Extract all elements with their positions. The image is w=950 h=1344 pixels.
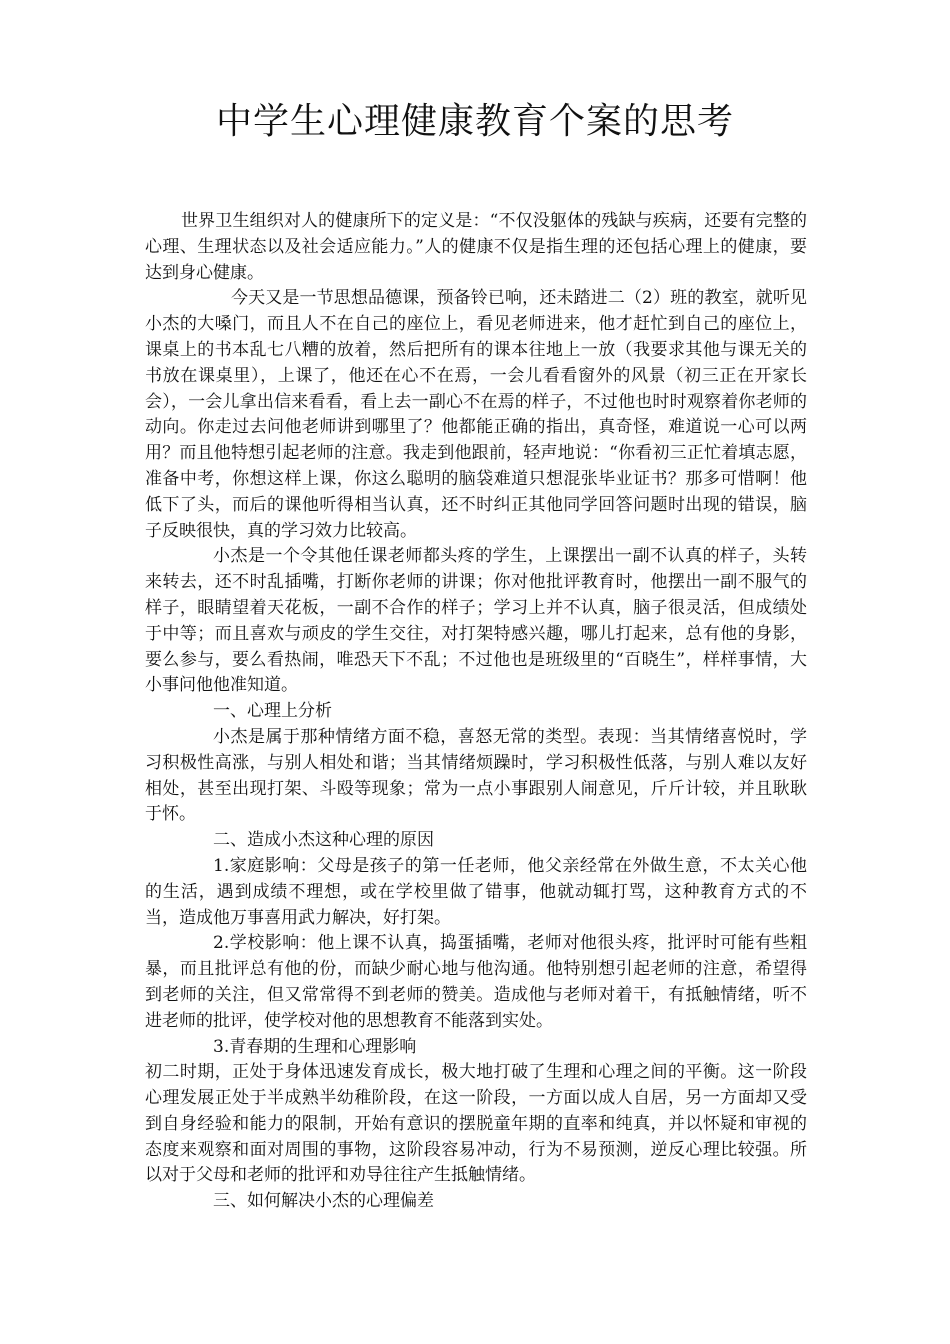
- paragraph-student-profile: 小杰是一个令其他任课老师都头疼的学生，上课摆出一副不认真的样子，头转来转去，还不时乱插嘴，打断你老师的讲课；你对他批评教育时，他摆出一副不服气的样子，眼睛望着天花板，一副不合作的样子；学习上并不认真，脑子很灵活，但成绩处于中等；而且喜欢与顽皮的学生交往，对打架特感兴趣，哪儿打起来，总有他的身影，要么参与，要么看热闹，唯恐天下不乱；不过他也是班级里的“百晓生”，样样事情，大小事问他他准知道。: [145, 546, 807, 696]
- paragraph-class-scene: 今天又是一节思想品德课，预备铃已响，还未踏进二（2）班的教室，就听见小杰的大嗓门，而且人不在自己的座位上，看见老师进来，他才赶忙到自己的座位上，课桌上的书本乱七八糟的放着，然后把所有的课本往地上一放（我要求其他与课无关的书放在课桌里），上课了，他还在心不在焉，一会儿看看窗外的风景（初三正在开家长会），一会儿拿出信来看看，看上去一副心不在焉的样子，不过他也时时观察着你老师的动向。你走过去问他老师讲到哪里了？他都能正确的指出，真奇怪，难道说一心可以两用？而且他特想引起老师的注意。我走到他跟前，轻声地说：“你看初三正忙着填志愿，准备中考，你想这样上课，你这么聪明的脑袋难道只想混张毕业证书？那多可惜啊！他低下了头，而后的课他听得相当认真，还不时纠正其他同学回答问题时出现的错误，脑子反映很快，真的学习效力比较高。: [145, 288, 807, 541]
- paragraph-family-influence: 1.家庭影响：父母是孩子的第一任老师，他父亲经常在外做生意，不太关心他的生活，遇到成绩不理想，或在学校里做了错事，他就动辄打骂，这种教育方式的不当，造成他万事喜用武力解决，好打架。: [145, 855, 807, 928]
- page-title: 中学生心理健康教育个案的思考: [215, 101, 734, 142]
- paragraph-psych-analysis: 小杰是属于那种情绪方面不稳，喜怒无常的类型。表现：当其情绪喜悦时，学习积极性高涨，与别人相处和谐；当其情绪烦躁时，学习积极性低落，与别人难以友好相处，甚至出现打架、斗殴等现象；常为一点小事跟别人闹意见，斤斤计较，并且耿耿于怀。: [145, 726, 807, 825]
- section-heading-1: 一、心理上分析: [213, 701, 332, 722]
- paragraph-who-definition: 世界卫生组织对人的健康所下的定义是：“不仅没躯体的残缺与疾病，还要有完整的心理、生理状态以及社会适应能力。”人的健康不仅是指生理的还包括心理上的健康，要达到身心健康。: [145, 211, 807, 283]
- document-body: [145, 209, 807, 1215]
- section-heading-2: 二、造成小杰这种心理的原因: [213, 830, 434, 851]
- section-heading-3: 三、如何解决小杰的心理偏差: [213, 1191, 434, 1212]
- paragraph-school-influence: 2.学校影响：他上课不认真，捣蛋插嘴，老师对他很头疼，批评时可能有些粗暴，而且批评总有他的份，而缺少耐心地与他沟通。他特别想引起老师的注意，希望得到老师的关注，但又常常得不到老师的赞美。造成他与老师对着干，有抵触情绪，听不进老师的批评，使学校对他的思想教育不能落到实处。: [145, 933, 807, 1031]
- paragraph-adolescence: 初二时期，正处于身体迅速发育成长，极大地打破了生理和心理之间的平衡。这一阶段心理发展正处于半成熟半幼稚阶段，在这一阶段，一方面以成人自居，另一方面却又受到自身经验和能力的限制，开始有意识的摆脱童年期的直率和纯真，并以怀疑和审视的态度来观察和面对周围的事物，这阶段容易冲动，行为不易预测，逆反心理比较强。所以对于父母和老师的批评和劝导往往产生抵触情绪。: [145, 1062, 807, 1186]
- subheading-adolescence: 3.青春期的生理和心理影响: [213, 1036, 417, 1057]
